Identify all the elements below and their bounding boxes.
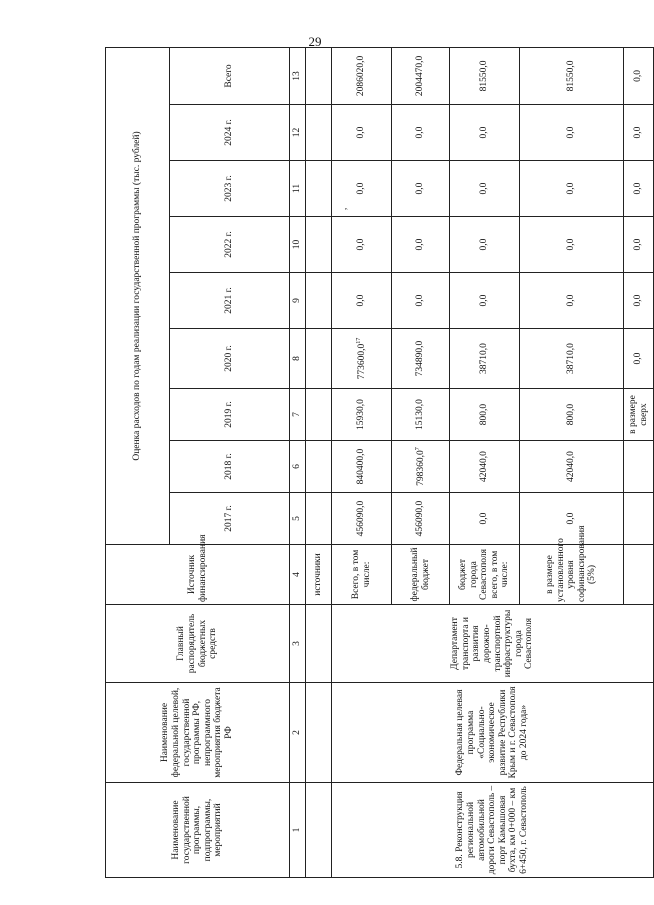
program-name: Федеральная целевая программа «Социально-экономическое развитие Республики Крым и г. Севастополя до 2024 года» <box>332 683 654 783</box>
header-total: Всего <box>170 47 290 104</box>
header-year: 2023 г. <box>170 161 290 217</box>
value-cell: 0,0 <box>332 217 392 273</box>
budget-table <box>105 47 654 878</box>
column-number: 10 <box>290 217 306 273</box>
page-number: 29 <box>308 34 322 49</box>
header-year: 2022 г. <box>170 217 290 273</box>
value-cell: 0,0 <box>392 273 450 329</box>
value-cell: 0,0 <box>624 329 654 389</box>
table-row <box>306 47 332 877</box>
stray-mark: , <box>338 207 348 210</box>
source-label: бюджет города Севастополя всего, в том числе: <box>450 545 520 605</box>
column-number: 2 <box>290 683 306 783</box>
value-cell: 0,0 <box>392 217 450 273</box>
value-text: 773600,0 <box>356 343 367 380</box>
rotated-table-content <box>105 48 649 878</box>
program-cell-empty <box>624 493 654 545</box>
column-number: 12 <box>290 105 306 161</box>
source-label: федеральный бюджет <box>392 545 450 605</box>
value-cell: 0,0 <box>624 273 654 329</box>
header-year: 2018 г. <box>170 441 290 493</box>
value-cell: 2004470,0 <box>392 47 450 104</box>
program-cell-empty <box>306 683 332 783</box>
column-number: 1 <box>290 783 306 878</box>
rotated-table-wrapper <box>105 48 649 878</box>
column-number: 3 <box>290 605 306 683</box>
header-year: 2017 г. <box>170 493 290 545</box>
administrator-cell-empty <box>306 605 332 683</box>
footnote-mark: 17 <box>355 337 362 344</box>
header-estimate-title: Оценка расходов по годам реализации государственной программы (тыс. рублей) <box>106 47 170 544</box>
source-label: в размере установленного уровня софинансирования (5%) <box>520 545 624 605</box>
header-col-4: Источник финансирования <box>106 545 290 605</box>
value-cell: 456090,0 <box>332 493 392 545</box>
header-year: 2024 г. <box>170 105 290 161</box>
value-cell: 0,0 <box>450 105 520 161</box>
value-cell: 15930,0 <box>332 389 392 441</box>
source-label: источники <box>306 545 332 605</box>
value-cell <box>306 161 332 217</box>
value-cell: 81550,0 <box>520 47 624 104</box>
value-cell <box>306 493 332 545</box>
source-label: в размере сверх <box>624 389 654 441</box>
value-cell <box>306 217 332 273</box>
value-cell: 840400,0 <box>332 441 392 493</box>
value-cell <box>306 329 332 389</box>
header-year: 2021 г. <box>170 273 290 329</box>
value-cell: 15130,0 <box>392 389 450 441</box>
header-col-3: Главный распорядитель бюджетных средств <box>106 605 290 683</box>
value-cell <box>306 389 332 441</box>
column-number: 13 <box>290 47 306 104</box>
value-cell: 0,0 <box>450 493 520 545</box>
value-cell: 0,0 <box>520 161 624 217</box>
administrator-name: Департамент транспорта и развития дорожно-транспортной инфраструктуры города Севастополя <box>332 605 654 683</box>
value-cell: 42040,0 <box>450 441 520 493</box>
column-number: 9 <box>290 273 306 329</box>
value-cell: 0,0 <box>392 105 450 161</box>
value-cell: 0,0 <box>624 47 654 104</box>
column-number: 11 <box>290 161 306 217</box>
value-cell: 0,0 <box>624 161 654 217</box>
column-number: 8 <box>290 329 306 389</box>
value-cell: 734890,0 <box>392 329 450 389</box>
value-cell: 456090,0 <box>392 493 450 545</box>
header-col-1: Наименование государственной программы, подпрограммы, мероприятий <box>106 783 290 878</box>
footnote-mark: 7 <box>414 447 421 451</box>
administrator-cell-empty <box>624 441 654 493</box>
value-cell: 81550,0 <box>450 47 520 104</box>
column-number: 6 <box>290 441 306 493</box>
value-cell: 0,0 <box>450 161 520 217</box>
value-cell-with-footnote <box>332 329 392 389</box>
source-label: Всего, в том числе: <box>332 545 392 605</box>
value-cell: 0,0 <box>450 273 520 329</box>
value-cell: 0,0 <box>392 161 450 217</box>
value-cell <box>306 47 332 104</box>
value-cell: 0,0 <box>624 105 654 161</box>
value-cell: 0,0 <box>520 217 624 273</box>
value-cell: 0,0 <box>332 273 392 329</box>
table-row <box>332 47 392 877</box>
value-cell: 42040,0 <box>520 441 624 493</box>
value-cell: 800,0 <box>520 389 624 441</box>
value-cell-with-footnote <box>392 441 450 493</box>
column-number: 4 <box>290 545 306 605</box>
value-cell: 2086020,0 <box>332 47 392 104</box>
header-year: 2020 г. <box>170 329 290 389</box>
value-cell <box>306 273 332 329</box>
value-text: 0,0 <box>356 182 367 195</box>
column-number: 5 <box>290 493 306 545</box>
value-cell: 0,0 <box>520 273 624 329</box>
value-cell <box>332 161 392 217</box>
header-year: 2019 г. <box>170 389 290 441</box>
measure-cell-empty <box>624 545 654 605</box>
column-number: 7 <box>290 389 306 441</box>
value-cell: 800,0 <box>450 389 520 441</box>
value-cell: 0,0 <box>624 217 654 273</box>
value-cell: 0,0 <box>520 493 624 545</box>
value-cell: 0,0 <box>450 217 520 273</box>
value-cell: 38710,0 <box>450 329 520 389</box>
measure-name: 5.8. Реконструкция региональной автомобильной дороги Севастополь – порт Камышовая бухта, км 0+000 – км 6+450, г. Севастополь <box>332 783 654 878</box>
measure-cell-empty <box>306 783 332 878</box>
value-cell: 0,0 <box>520 105 624 161</box>
value-text: 798360,0 <box>415 450 426 486</box>
header-col-2: Наименование федеральной целевой, государственной программы РФ, непрограммного мероприятия бюджета РФ <box>106 683 290 783</box>
value-cell: 0,0 <box>332 105 392 161</box>
value-cell: 38710,0 <box>520 329 624 389</box>
value-cell <box>306 105 332 161</box>
value-cell <box>306 441 332 493</box>
